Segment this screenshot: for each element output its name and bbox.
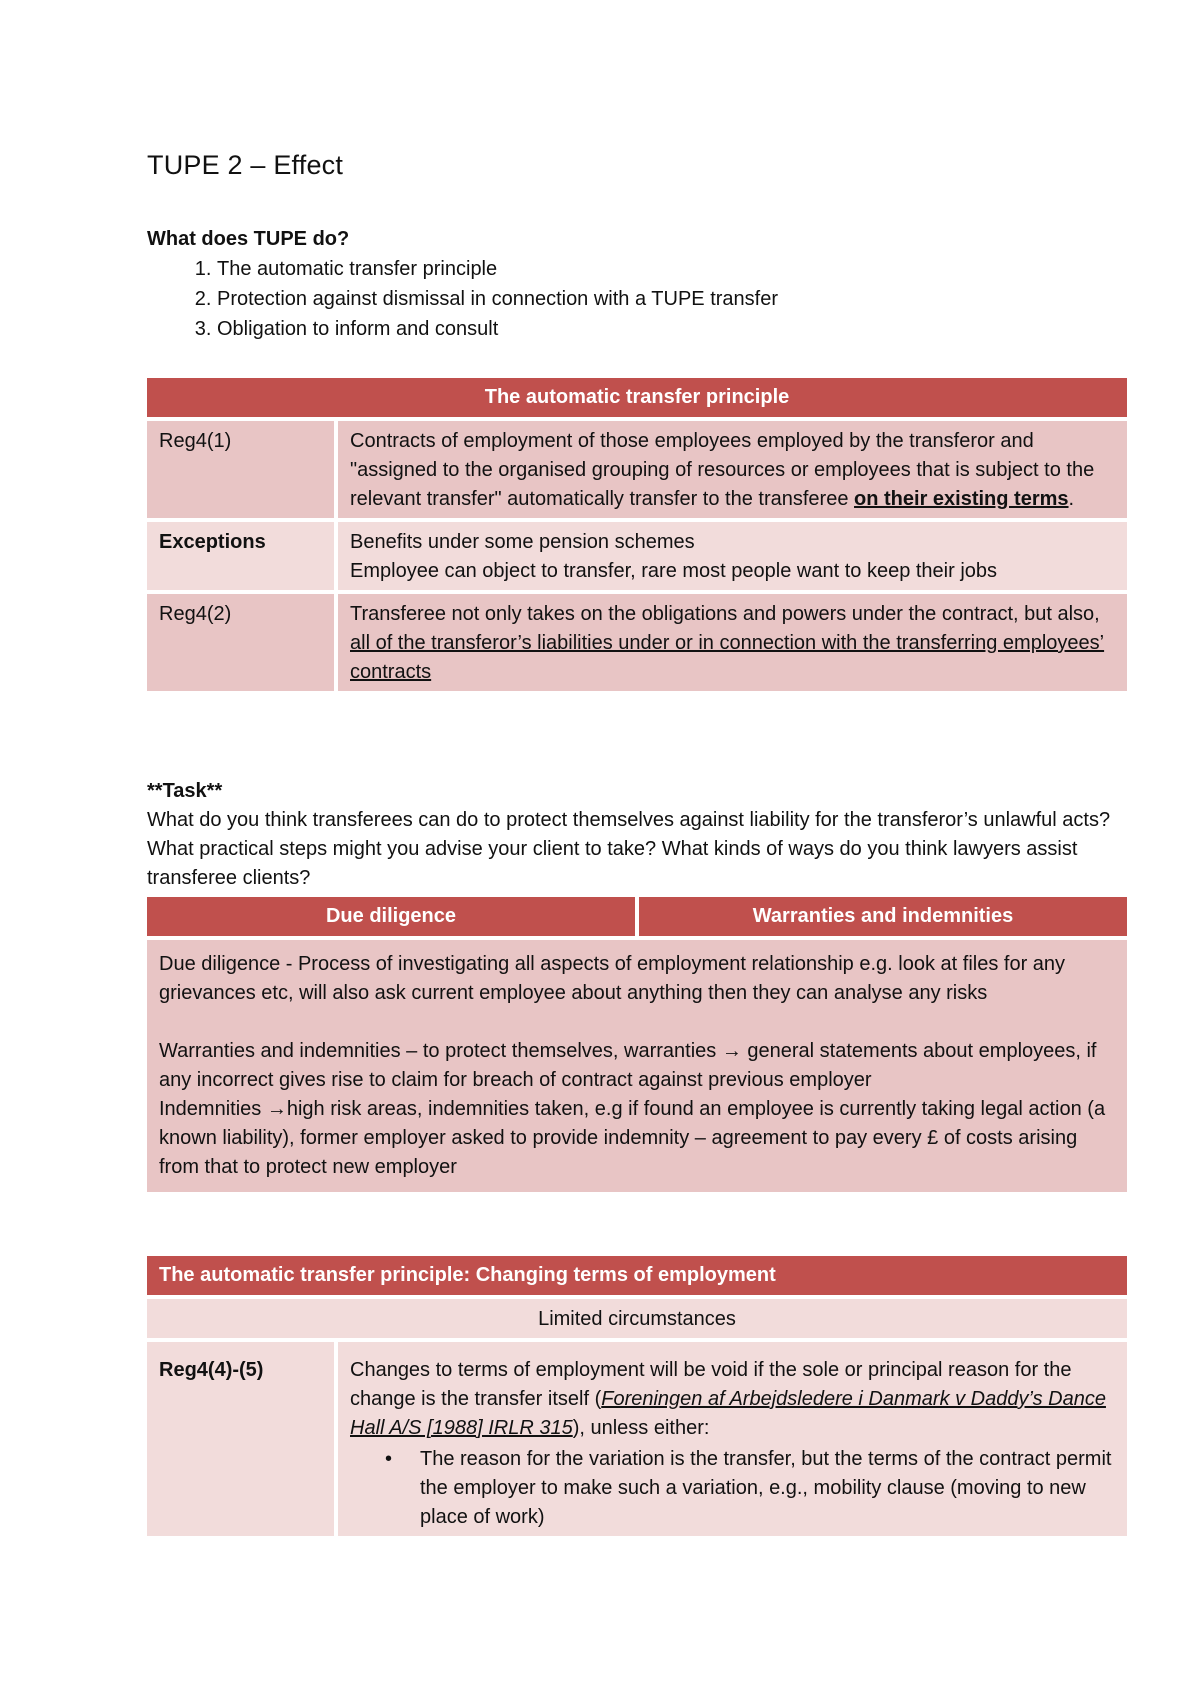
list-item: 2. Protection against dismissal in connection with a TUPE transfer xyxy=(217,284,1127,314)
row-label: Exceptions xyxy=(147,522,334,590)
protection-text xyxy=(147,940,1127,1192)
table-subheader: Limited circumstances xyxy=(147,1299,1127,1338)
row-text: Benefits under some pension schemes Employee can object to transfer, rare most people want to keep their jobs xyxy=(338,522,1127,590)
header-warranties: Warranties and indemnities xyxy=(639,897,1127,936)
due-diligence-paragraph: Due diligence - Process of investigating all aspects of employment relationship e.g. look at files for any grievances etc, will also ask current employee about anything then they can analyse any risks xyxy=(159,953,1066,1004)
table-header: The automatic transfer principle xyxy=(147,378,1127,417)
row-text: Contracts of employment of those employees employed by the transferor and "assigned to the organised grouping of resources or employees that is subject to the relevant transfer" automatically transfer to the transferee on their existing terms. xyxy=(338,421,1127,518)
list-item: • The reason for the variation is the transfer, but the terms of the contract permit the employer to make such a variation, e.g., mobility clause (moving to new place of work) xyxy=(420,1445,1115,1532)
page-title: TUPE 2 – Effect xyxy=(147,150,344,180)
case-citation: Foreningen af Arbejdsledere i Danmark v Daddy’s Dance Hall A/S [1988] IRLR 315 xyxy=(350,1388,1106,1439)
row-text: Changes to terms of employment will be void if the sole or principal reason for the change is the transfer itself (Foreningen af Arbejdsledere i Danmark v Daddy’s Dance Hall A/S [1988] IRLR 315), unless either: • The reason for the variation is the transfer, but the terms of the contract permit the employer to make such a variation, e.g., mobility clause (moving to new place of work) xyxy=(338,1342,1127,1536)
row-label: Reg4(4)-(5) xyxy=(147,1342,334,1536)
table-row xyxy=(147,522,1127,590)
protection-table xyxy=(143,893,1131,1196)
arrow-icon: → xyxy=(266,1098,287,1120)
intro-section xyxy=(147,224,1127,344)
list-item: 3. Obligation to inform and consult xyxy=(217,314,1127,344)
warranties-paragraph: Warranties and indemnities – to protect themselves, warranties → general statements about employees, if any incorrect gives rise to claim for breach of contract against previous employer xyxy=(159,1040,1097,1091)
list-item: 1. The automatic transfer principle xyxy=(217,254,1127,284)
intro-list xyxy=(147,254,1127,344)
arrow-icon: → xyxy=(721,1040,742,1062)
row-label: Reg4(1) xyxy=(147,421,334,518)
intro-question: What does TUPE do? xyxy=(147,228,350,250)
table-header: The automatic transfer principle: Changing terms of employment xyxy=(147,1256,1127,1295)
header-due-diligence: Due diligence xyxy=(147,897,635,936)
table-row xyxy=(147,940,1127,1192)
task-text: What do you think transferees can do to protect themselves against liability for the transferor’s unlawful acts? What practical steps might you advise your client to take? What kinds of ways do you think lawyers assist transferee clients? xyxy=(147,809,1111,889)
changing-terms-table xyxy=(143,1252,1131,1540)
bullet-list xyxy=(350,1445,1115,1532)
table-row xyxy=(147,1342,1127,1536)
row-label: Reg4(2) xyxy=(147,594,334,691)
task-label: **Task** xyxy=(147,780,223,802)
task-section xyxy=(147,777,1127,893)
table-row xyxy=(147,594,1127,691)
table-row xyxy=(147,421,1127,518)
indemnities-paragraph: Indemnities →high risk areas, indemnities taken, e.g if found an employee is currently taking legal action (a known liability), former employer asked to provide indemnity – agreement to pay every £ of costs arising from that to protect new employer xyxy=(159,1098,1106,1178)
row-text: Transferee not only takes on the obligations and powers under the contract, but also, all of the transferor’s liabilities under or in connection with the transferring employees’ contracts xyxy=(338,594,1127,691)
automatic-transfer-table xyxy=(143,374,1131,695)
